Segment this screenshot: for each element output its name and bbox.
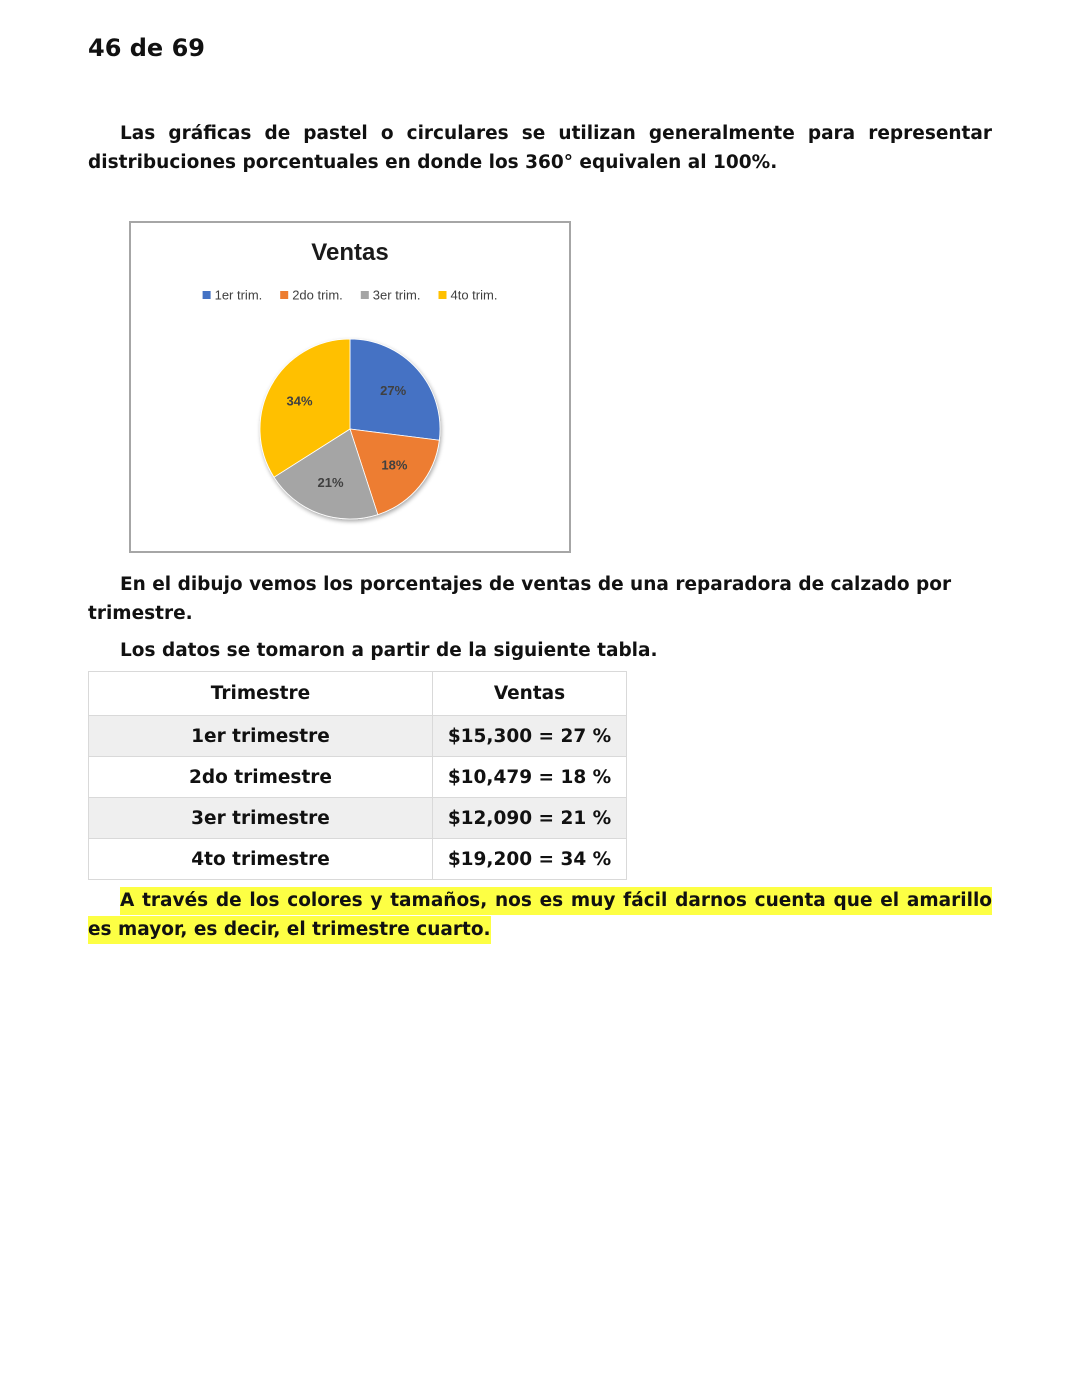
table-cell-trimestre: 2do trimestre (89, 757, 433, 798)
legend-label-3er-trim: 3er trim. (372, 287, 421, 303)
table-cell-trimestre: 1er trimestre (89, 716, 433, 757)
table-row (89, 839, 627, 880)
legend-swatch-2do-trim (280, 291, 288, 299)
table-cell-ventas: $12,090 = 21 % (433, 798, 627, 839)
header-ventas: Ventas (433, 672, 627, 716)
highlighted-conclusion: A través de los colores y tamaños, nos es muy fácil darnos cuenta que el amarillo es mayor, es decir, el trimestre cuarto. (88, 887, 992, 944)
table-header-row (89, 672, 627, 716)
legend-label-2do-trim: 2do trim. (292, 287, 343, 303)
page-number: 46 de 69 (88, 34, 205, 62)
legend-label-1er-trim: 1er trim. (214, 287, 263, 303)
pie-chart (129, 221, 571, 553)
table-row (89, 798, 627, 839)
legend-label-4to-trim: 4to trim. (450, 287, 498, 303)
legend-swatch-4to-trim (439, 291, 447, 299)
table-cell-ventas: $19,200 = 34 % (433, 839, 627, 880)
table-intro-paragraph: Los datos se tomaron a partir de la siguiente tabla. (120, 640, 658, 661)
chart-title: Ventas (311, 239, 389, 266)
pie-slices (260, 339, 440, 519)
header-trimestre: Trimestre (89, 672, 433, 716)
pie-chart-svg (131, 223, 569, 551)
sales-table (88, 671, 627, 880)
chart-legend (203, 288, 498, 303)
table-cell-trimestre: 3er trimestre (89, 798, 433, 839)
conclusion-paragraph (88, 886, 992, 944)
legend-swatch-1er-trim (203, 291, 211, 299)
legend-swatch-3er-trim (361, 291, 369, 299)
table-row (89, 716, 627, 757)
table-cell-ventas: $10,479 = 18 % (433, 757, 627, 798)
table-cell-ventas: $15,300 = 27 % (433, 716, 627, 757)
intro-paragraph: Las gráficas de pastel o circulares se utilizan generalmente para representar distribuciones porcentuales en donde los 360° equivalen al 100%. (88, 123, 992, 173)
pie-data-label-1er-trim: 27% (380, 382, 407, 398)
pie-data-label-3er-trim: 21% (317, 475, 344, 491)
description-paragraph: En el dibujo vemos los porcentajes de ventas de una reparadora de calzado por trimestre. (88, 574, 952, 624)
table-row (89, 757, 627, 798)
pie-data-label-4to-trim: 34% (286, 393, 313, 409)
pie-data-label-2do-trim: 18% (381, 457, 408, 473)
table-cell-trimestre: 4to trimestre (89, 839, 433, 880)
